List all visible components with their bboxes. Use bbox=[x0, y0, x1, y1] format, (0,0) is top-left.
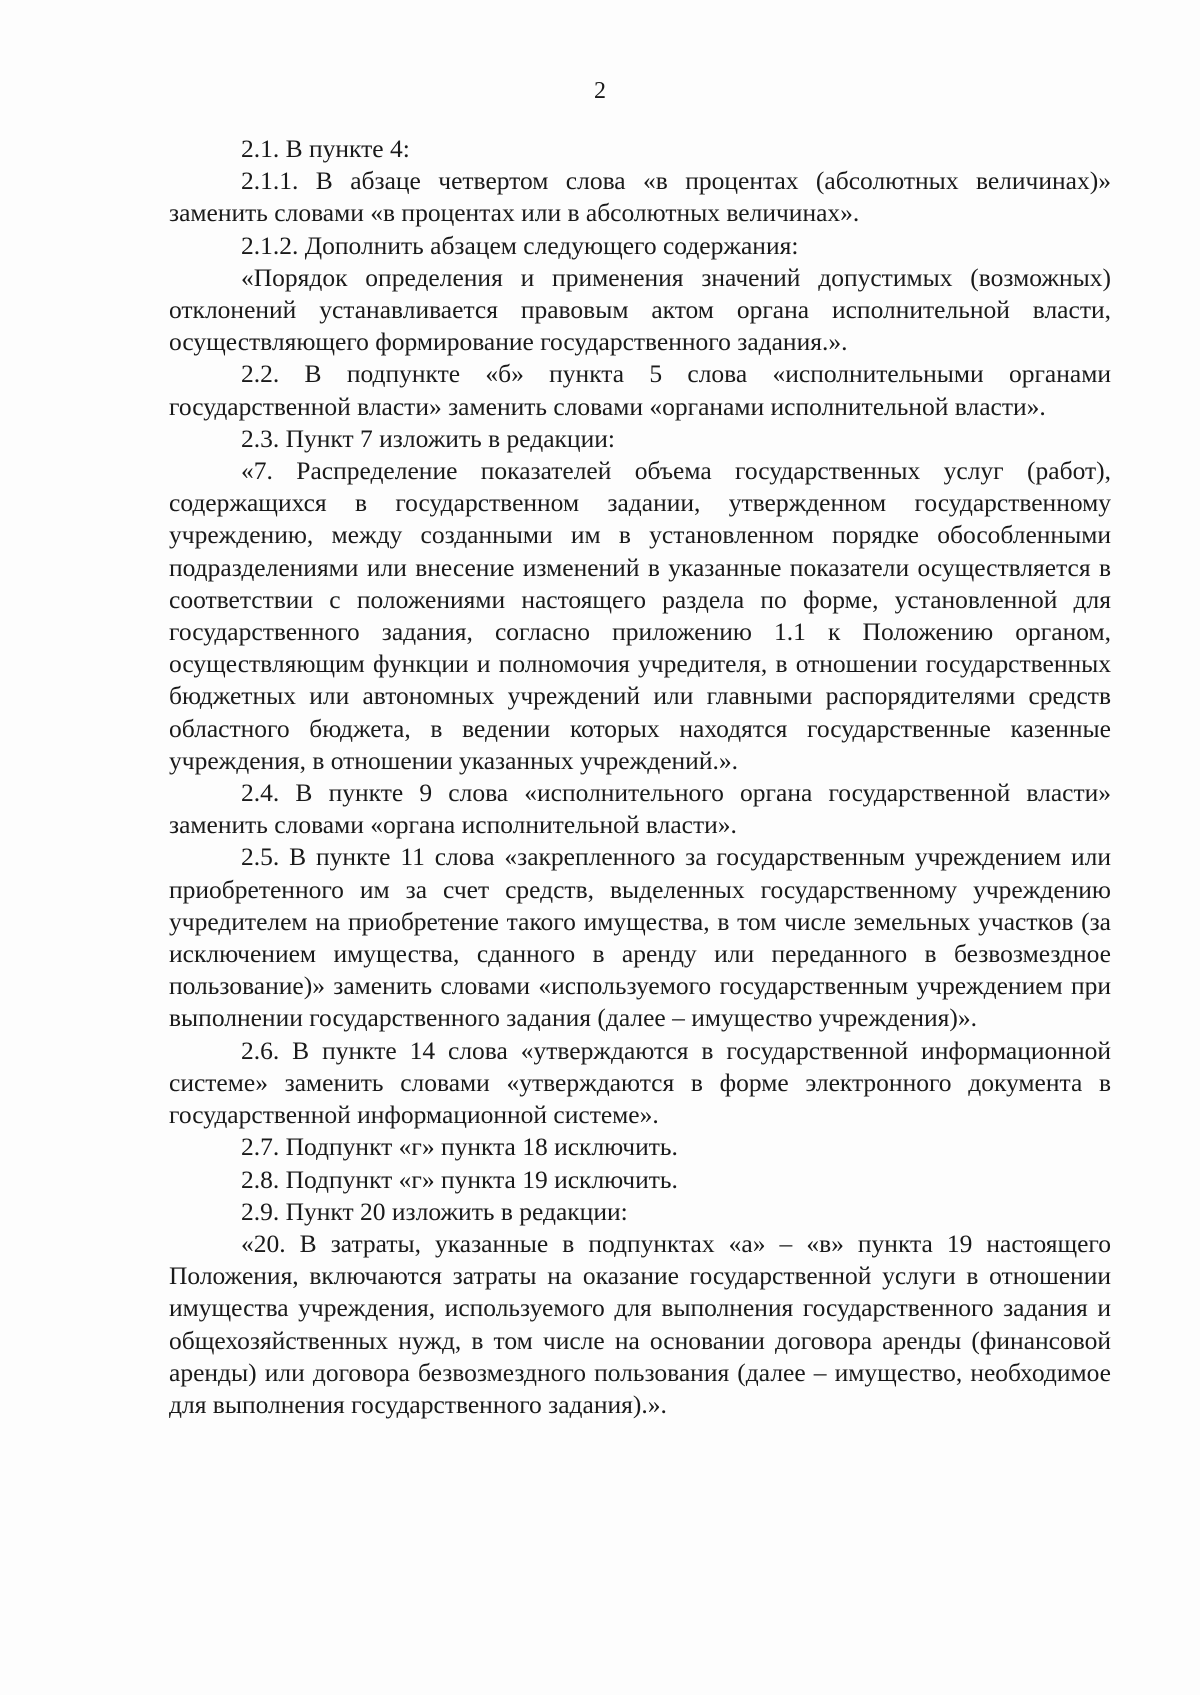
paragraph-2-1-2: 2.1.2. Дополнить абзацем следующего содержания: bbox=[241, 230, 799, 260]
paragraph-quote-20: «20. В затраты, указанные в подпунктах «а» – «в» пункта 19 настоящего Положения, включаются затраты на оказание государственной услуги в отношении имущества учреждения, используемого для выполнения государственного задания и общехозяйственных нужд, в том числе на основании договора аренды (финансовой аренды) или договора безвозмездного пользования (далее – имущество, необходимое для выполнения государственного задания).». bbox=[169, 1228, 1111, 1419]
paragraph-2-6: 2.6. В пункте 14 слова «утверждаются в государственной информационной системе» заменить словами «утверждаются в форме электронного документа в государственной информационной системе». bbox=[169, 1035, 1111, 1130]
paragraph-2-1-1: 2.1.1. В абзаце четвертом слова «в процентах (абсолютных величинах)» заменить словами «в процентах или в абсолютных величинах». bbox=[169, 166, 1111, 228]
page-number: 2 bbox=[594, 78, 606, 104]
paragraph-quote-order: «Порядок определения и применения значений допустимых (возможных) отклонений устанавливается правовым актом органа исполнительной власти, осуществляющего формирование государственного задания.». bbox=[169, 262, 1111, 357]
paragraph-2-5: 2.5. В пункте 11 слова «закрепленного за государственным учреждением или приобретенного им за счет средств, выделенных государственному учреждению учредителем на приобретение такого имущества, в том числе земельных участков (за исключением имущества, сданного в аренду или переданного в безвозмездное пользование)» заменить словами «используемого государственным учреждением при выполнении государственного задания (далее – имущество учреждения)». bbox=[169, 842, 1111, 1033]
paragraph-2-2: 2.2. В подпункте «б» пункта 5 слова «исполнительными органами государственной власти» заменить словами «органами исполнительной власти». bbox=[169, 359, 1111, 421]
document-body bbox=[169, 133, 1111, 1421]
paragraph-2-9: 2.9. Пункт 20 изложить в редакции: bbox=[241, 1196, 628, 1226]
paragraph-2-7: 2.7. Подпункт «г» пункта 18 исключить. bbox=[241, 1132, 678, 1162]
paragraph-2-3: 2.3. Пункт 7 изложить в редакции: bbox=[241, 423, 615, 453]
paragraph-2-8: 2.8. Подпункт «г» пункта 19 исключить. bbox=[241, 1164, 678, 1194]
paragraph-2-1: 2.1. В пункте 4: bbox=[241, 134, 410, 163]
paragraph-2-4: 2.4. В пункте 9 слова «исполнительного органа государственной власти» заменить словами «органа исполнительной власти». bbox=[169, 778, 1111, 840]
paragraph-quote-7: «7. Распределение показателей объема государственных услуг (работ), содержащихся в государственном задании, утвержденном государственному учреждению, между созданными им в установленном порядке обособленными подразделениями или внесение изменений в указанные показатели осуществляется в соответствии с положениями настоящего раздела по форме, установленной для государственного задания, согласно приложению 1.1 к Положению органом, осуществляющим функции и полномочия учредителя, в отношении государственных бюджетных или автономных учреждений или главными распорядителями средств областного бюджета, в ведении которых находятся государственные казенные учреждения, в отношении указанных учреждений.». bbox=[169, 456, 1111, 775]
